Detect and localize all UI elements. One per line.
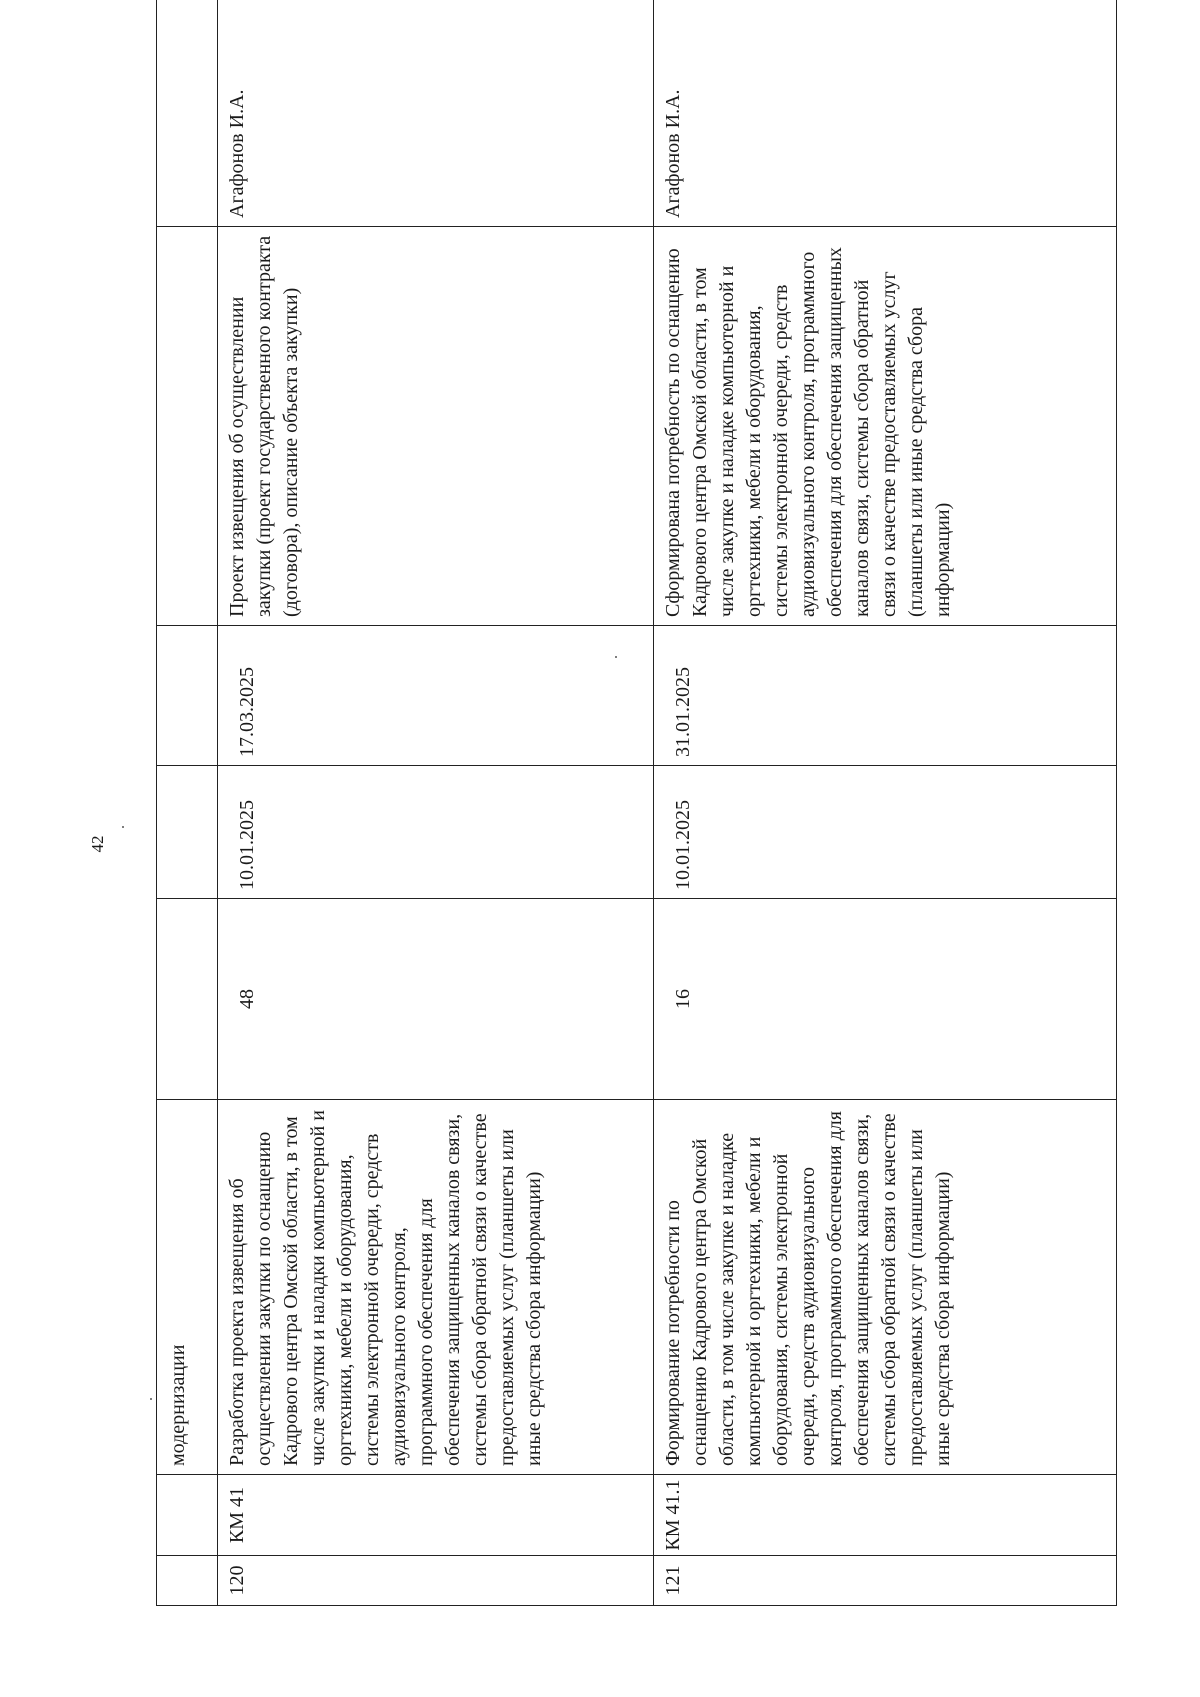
cell-start: 10.01.2025 <box>218 766 654 899</box>
plan-table <box>156 0 1117 1606</box>
table-row <box>654 0 1117 1606</box>
cell-no: 121 <box>654 1556 1117 1606</box>
cell-code <box>157 1475 218 1556</box>
cell-responsible: Агафонов И.А. <box>218 0 654 227</box>
cell-result: Сформирована потребность по оснащению Кадрового центра Омской области, в том числе закупке и наладке компьютерной и оргтехники, мебели и оборудования, системы электронной очереди, средств аудиовизуального контроля, программного обеспечения для обеспечения защищенных каналов связи, системы сбора обратной связи о качестве предоставляемых услуг (планшеты или иные средства сбора информации) <box>654 227 1117 626</box>
table-row <box>218 0 654 1606</box>
cell-code: КМ 41 <box>218 1475 654 1556</box>
cell-end: 17.03.2025 <box>218 626 654 766</box>
page-number: 42 <box>88 835 107 853</box>
cell-no: 120 <box>218 1556 654 1606</box>
cell-duration <box>157 899 218 1100</box>
cell-end <box>157 626 218 766</box>
cell-end: 31.01.2025 <box>654 626 1117 766</box>
rotated-table-container <box>156 89 1101 1606</box>
cell-name: модернизации <box>157 1100 218 1475</box>
cell-duration: 48 <box>218 899 654 1100</box>
cell-start: 10.01.2025 <box>654 766 1117 899</box>
cell-name: Формирование потребности по оснащению Кадрового центра Омской области, в том числе закупке и наладке компьютерной и оргтехники, мебели и оборудования, системы электронной очереди, средств аудиовизуального контроля, программного обеспечения для обеспечения защищенных каналов связи, системы сбора обратной связи о качестве предоставляемых услуг (планшеты или иные средства сбора информации) <box>654 1100 1117 1475</box>
cell-name: Разработка проекта извещения об осуществлении закупки по оснащению Кадрового центра Омской области, в том числе закупки и наладки компьютерной и оргтехники, мебели и оборудования, системы электронной очереди, средств аудиовизуального контроля, программного обеспечения для обеспечения защищенных каналов связи, системы сбора обратной связи о качестве предоставляемых услуг (планшеты или иные средства сбора информации) <box>218 1100 654 1475</box>
scan-speck <box>122 826 124 828</box>
cell-result <box>157 227 218 626</box>
table-header-continuation-row <box>157 0 218 1606</box>
cell-code: КМ 41.1 <box>654 1475 1117 1556</box>
cell-responsible: Агафонов И.А. <box>654 0 1117 227</box>
scan-speck <box>150 1398 152 1400</box>
cell-responsible <box>157 0 218 227</box>
cell-duration: 16 <box>654 899 1117 1100</box>
cell-start <box>157 766 218 899</box>
cell-no <box>157 1556 218 1606</box>
cell-result: Проект извещения об осуществлении закупки (проект государственного контракта (договора), описание объекта закупки) <box>218 227 654 626</box>
